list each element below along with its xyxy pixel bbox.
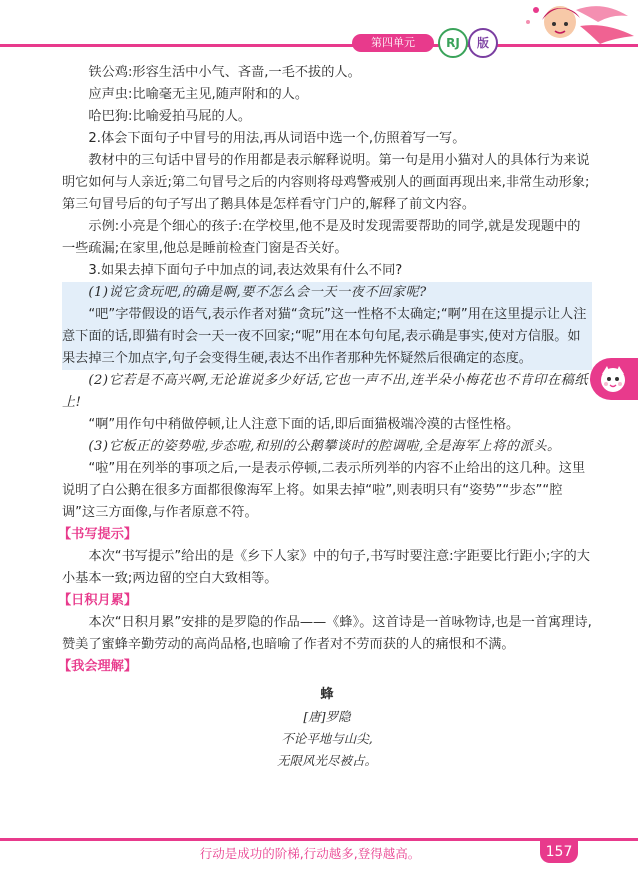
page-number: 157	[540, 841, 578, 863]
answer-2: “啊”用作句中稍做停顿,让人注意下面的话,即后面猫极端冷漠的古怪性格。	[88, 417, 520, 432]
definition-line: 应声虫:比喻毫无主见,随声附和的人。	[88, 87, 309, 102]
writing-tips-heading: 【书写提示】	[58, 527, 138, 542]
answer-3: “啦”用在列举的事项之后,一是表示停顿,二表示所列举的内容不止给出的这几种。这里说明了白公鹅在很多方面都很像海军上将。如果去掉“啦”,则表明只有“姿势”“步态”“腔调”这三方面像,与作者原意不符。	[62, 461, 586, 520]
cartoon-face-icon	[598, 364, 628, 394]
answer-1: “吧”字带假设的语气,表示作者对猫“贪玩”这一性格不太确定;“啊”用在这里提示让人注意下面的话,即猫有时会一天一夜不回家;“呢”用在本句句尾,表示确是事实,使对方信服。如果去掉三个加点字,句子会变得生硬,表达不出作者那种先怀疑然后很确定的态度。	[62, 307, 587, 366]
mascot-girl-icon	[502, 0, 638, 60]
daily-accumulation-heading: 【日积月累】	[58, 593, 138, 608]
definition-line: 铁公鸡:形容生活中小气、吝啬,一毛不拔的人。	[88, 65, 361, 80]
question-3-title: 3.如果去掉下面句子中加点的词,表达效果有什么不同?	[88, 263, 403, 278]
quoted-sentence-3: (3)它板正的姿势啦,步态啦,和别的公鹅攀谈时的腔调啦,全是海军上将的派头。	[88, 439, 561, 454]
question-2-body: 教材中的三句话中冒号的作用都是表示解释说明。第一句是用小猫对人的具体行为来说明它如何与人亲近;第二句冒号之后的内容则将母鸡警戒别人的画面再现出来,非常生动形象;第三句冒号后的句子写出了鹅具体是怎样看守门户的,解释了前文内容。	[62, 153, 590, 212]
unit-label: 第四单元	[352, 34, 434, 52]
question-2-example: 示例:小亮是个细心的孩子:在学校里,他不是及时发现需要帮助的同学,就是发现题中的一些疏漏;在家里,他总是睡前检查门窗是否关好。	[62, 219, 581, 256]
poem-line: 不论平地与山尖,	[281, 731, 373, 746]
page-header	[0, 0, 638, 60]
question-2-title: 2.体会下面句子中冒号的用法,再从词语中选一个,仿照着写一写。	[88, 131, 466, 146]
poem-author: [唐]罗隐	[303, 709, 351, 724]
rj-badge: RJ	[438, 28, 468, 58]
quoted-sentence-2: (2)它若是不高兴啊,无论谁说多少好话,它也一声不出,连半朵小梅花也不肯印在稿纸上!	[62, 373, 589, 410]
definition-line: 哈巴狗:比喻爱拍马屁的人。	[88, 109, 252, 124]
edition-badge: 版	[468, 28, 498, 58]
poem-line: 无限风光尽被占。	[276, 753, 377, 768]
quoted-sentence-1: (1)说它贪玩吧,的确是啊,要不怎么会一天一夜不回家呢?	[88, 285, 427, 300]
daily-accumulation-body: 本次“日积月累”安排的是罗隐的作品——《蜂》。这首诗是一首咏物诗,也是一首寓理诗,赞美了蜜蜂辛勤劳动的高尚品格,也暗喻了作者对不劳而获的人的痛恨和不满。	[62, 615, 592, 652]
writing-tips-body: 本次“书写提示”给出的是《乡下人家》中的句子,书写时要注意:字距要比行距小;字的大小基本一致;两边留的空白大致相等。	[62, 549, 590, 586]
understanding-heading: 【我会理解】	[58, 659, 138, 674]
highlighted-passage	[62, 282, 592, 370]
footer-slogan: 行动是成功的阶梯,行动越多,登得越高。	[199, 846, 421, 861]
page-content	[58, 62, 592, 772]
poem-title: 蜂	[320, 687, 334, 702]
